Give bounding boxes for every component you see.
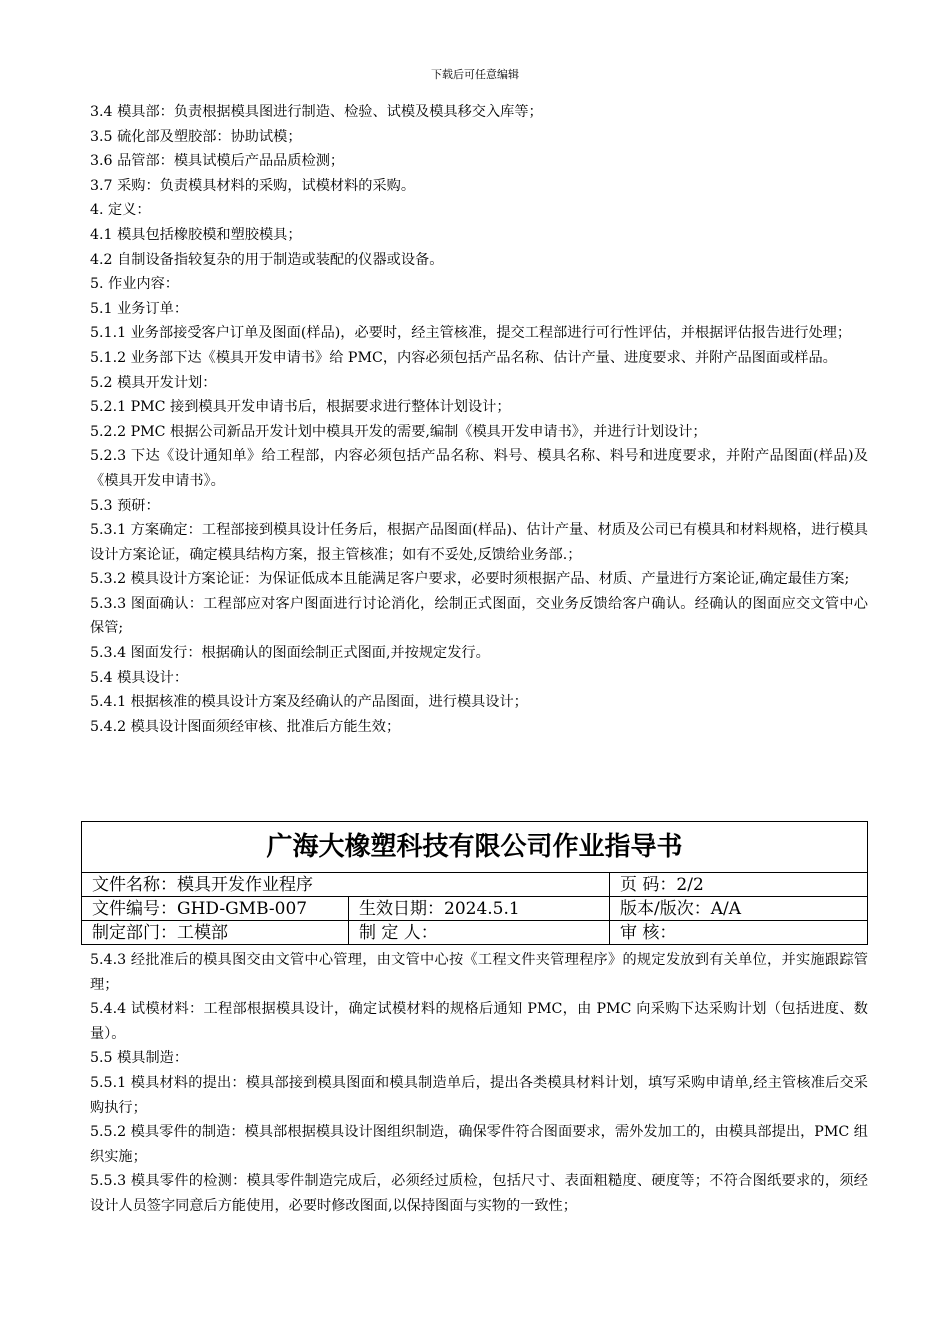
department-cell: 制定部门：工模部: [82, 921, 349, 945]
paragraph: 5.5.3 模具零件的检测：模具零件制造完成后，必须经过质检，包括尺寸、表面粗糙度、硬度等；不符合图纸要求的，须经设计人员签字同意后方能使用，必要时修改图面,以保持图面与实物的一致性；: [90, 1173, 868, 1214]
company-title: 广海大橡塑科技有限公司作业指导书: [82, 822, 868, 873]
subsection-heading: 5.4 模具设计：: [90, 669, 189, 686]
page-header-note: 下载后可任意编辑: [431, 68, 519, 81]
paragraph: 5.3.1 方案确定：工程部接到模具设计任务后，根据产品图面(样品)、估计产量、材质及公司已有模具和材料规格，进行模具设计方案论证，确定模具结构方案，报主管核准；如有不妥处,反馈给业务部.；: [90, 522, 868, 563]
author-cell: 制 定 人：: [349, 921, 610, 945]
paragraph: 3.7 采购：负责模具材料的采购，试模材料的采购。: [90, 177, 416, 194]
version-cell: 版本/版次：A/A: [610, 897, 868, 921]
paragraph: 5.4.3 经批准后的模具图交由文管中心管理，由文管中心按《工程文件夹管理程序》的规定发放到有关单位，并实施跟踪管理；: [90, 952, 868, 993]
paragraph: 4.1 模具包括橡胶模和塑胶模具；: [90, 226, 302, 243]
paragraph: 5.3.4 图面发行：根据确认的图面绘制正式图面,并按规定发行。: [90, 645, 490, 662]
section-heading: 4. 定义：: [90, 202, 151, 219]
paragraph: 5.5.1 模具材料的提出：模具部接到模具图面和模具制造单后，提出各类模具材料计划，填写采购申请单,经主管核准后交采购执行；: [90, 1074, 868, 1116]
section-heading: 5. 作业内容：: [90, 276, 179, 293]
paragraph: 5.2.2 PMC 根据公司新品开发计划中模具开发的需要,编制《模具开发申请书》，并进行计划设计；: [90, 423, 707, 440]
paragraph: 5.5.2 模具零件的制造：模具部根据模具设计图组织制造，确保零件符合图面要求，需外发加工的，由模具部提出，PMC 组织实施；: [90, 1124, 868, 1165]
paragraph: 5.4.1 根据核准的模具设计方案及经确认的产品图面，进行模具设计；: [90, 694, 528, 711]
paragraph: 3.4 模具部：负责根据模具图进行制造、检验、试模及模具移交入库等；: [90, 104, 543, 120]
document-header-table: [81, 821, 868, 945]
reviewer-cell: 审 核：: [610, 921, 868, 945]
effective-date-cell: 生效日期：2024.5.1: [349, 897, 610, 921]
paragraph: 3.5 硫化部及塑胶部：协助试模；: [90, 128, 302, 145]
file-number-cell: 文件编号：GHD-GMB-007: [82, 897, 349, 921]
paragraph: 5.3.3 图面确认：工程部应对客户图面进行讨论消化，绘制正式图面，交业务反馈给客户确认。经确认的图面应交文管中心保管;: [90, 595, 868, 637]
page-number-cell: 页 码：2/2: [610, 873, 868, 897]
subsection-heading: 5.1 业务订单：: [90, 300, 189, 317]
body-text-bottom: [90, 948, 868, 1219]
paragraph: 5.4.2 模具设计图面须经审核、批准后方能生效；: [90, 718, 401, 735]
body-text-top: [90, 100, 868, 739]
paragraph: 5.2.1 PMC 接到模具开发申请书后，根据要求进行整体计划设计；: [90, 399, 511, 416]
paragraph: 5.4.4 试模材料：工程部根据模具设计，确定试模材料的规格后通知 PMC，由 PMC 向采购下达采购计划（包括进度、数量）。: [90, 1001, 868, 1042]
paragraph: 5.1.2 业务部下达《模具开发申请书》给 PMC，内容必须包括产品名称、估计产量、进度要求、并附产品图面或样品。: [90, 349, 837, 366]
paragraph: 5.3.2 模具设计方案论证：为保证低成本且能满足客户要求，必要时须根据产品、材质、产量进行方案论证,确定最佳方案;: [90, 571, 850, 588]
subsection-heading: 5.2 模具开发计划：: [90, 374, 217, 391]
paragraph: 3.6 品管部：模具试模后产品品质检测；: [90, 153, 345, 170]
paragraph: 5.1.1 业务部接受客户订单及图面(样品)，必要时，经主管核准，提交工程部进行可行性评估，并根据评估报告进行处理；: [90, 325, 852, 342]
subsection-heading: 5.3 预研：: [90, 497, 160, 514]
paragraph: 4.2 自制设备指较复杂的用于制造或装配的仪器或设备。: [90, 251, 444, 268]
subsection-heading: 5.5 模具制造：: [90, 1050, 189, 1067]
file-name-cell: 文件名称：模具开发作业程序: [82, 873, 610, 897]
paragraph: 5.2.3 下达《设计通知单》给工程部，内容必须包括产品名称、料号、模具名称、料号和进度要求，并附产品图面(样品)及《模具开发申请书》。: [90, 448, 868, 489]
